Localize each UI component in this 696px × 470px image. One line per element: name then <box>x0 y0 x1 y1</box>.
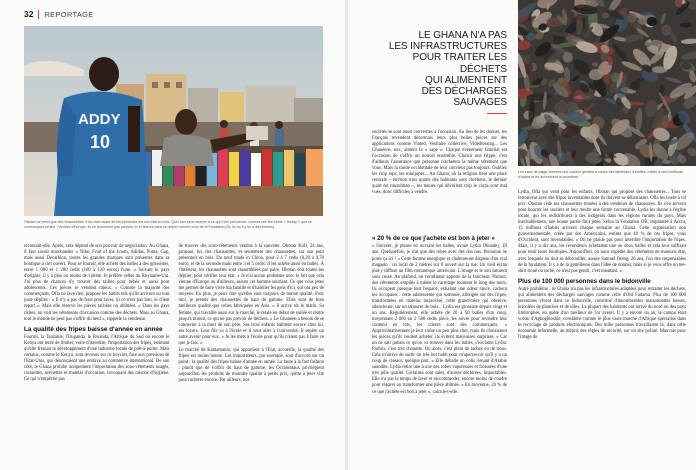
right-column-1-bottom <box>372 232 507 396</box>
paragraph: « Souvent, je pleure en ouvrant les balles, avoue Lydia Obuadey, 49 ans. Quelquefois, je n'ai que des robes avec des dos nus. Personne ne porte ça ici ! » Cette femme énergique et chaleureuse dispose d'un vrai magasin : un local de 2 mètres sur 8 ouvert sur la rue. Un vieil écran plat y diffuse un film romantique américain. L'image et le son saturent sous cesse. Au plafond, un ventilateur apporte de la fraîcheur. Partout, des vêtements empilés à même le carrelage montent le long des murs. Ils occupent presque tout l'espace, exhalant une odeur rance, cachent les occupants : cette adolescente qui somnole, allongée sur des fripes, transformées en matelas improvisé, cette grand-mère qui observe, silencieuse, sur un tabouret de bois... Lydia est grossiste depuis vingt et un ans. Régulièrement, elle achète de 20 à 50 balles d'un coup, moyennant 2 000 ou 2 500 cedis pièce, les ouvre pour revendre leur contenu en lots, les clients sont des commerçants. « Approximativement je leur coûte un peu plus cher, mais ils choisissent les pièces qu'ils veulent acheter, ils évitent mauvaises surprises. » Car on ne sait jamais ce qu'on va trouver dans les balles, s'exclame Lydia. Parfois, c'est très chouette. Ou alors, c'est plein de taches ou de trous. Cela m'arrive de sortir un très bel habit pour m'apercevoir qu'il y a un coup de ciseaux quelque part. » Elle déballe un colis venant d'Arabie saoudite. Lydia retire une à une des robes vaporeuses et froissées d'une très jolie qualité. Certaines sont sales, d'autres déchirées, importables. Elle n'a pas le temps de laver et raccommoder, encore moins de coudre pour réparer ou transformer une pièce abîmée. « En moyenne, 20 % de ce que j'achète est bon à jeter », calcule-t-elle. <box>372 244 507 395</box>
paragraph: sociétés se sont aussi converties à l'occasion. Au lieu de les donner, les Français revendent désormais leurs plus belles pièces sur des applications comme Vinted, Vestiaire collective, Videdressing... Les Ghanéens, eux, aiment la « sape ». Chaque événement familial est l'occasion de s'offrir un nouvel ensemble. Choisir une frippe, c'est d'ailleurs l'assurance que personne n'achètera la même vêtement que vous. Mais la mode occidentale ne leur convient pas toujours. Oubliez les crop tops, les minijupes... Au Ghana, où la religion tient une place centrale – environ trois quarts des habitants sont chrétiens, le dernier quart est musulman –, les tenues qui dévoilent trop le corps sont mal vues, donc difficiles à vendre. <box>372 130 507 196</box>
folio <box>24 9 94 19</box>
pull-quote-headline <box>372 30 507 108</box>
paragraph: Autre problème : le Ghana n'a pas les infrastructures adaptées pour retraiter les déchets, qui alimentent des décharges sauvages comme celle d'Old Fadama. Plus de 100 000 personnes vivent dans ce bidonville, constitué d'innombrables maisonnettes basses, bricolées de planches et de tôles. La plupart des habitants ont arrivé du nord ou des pays limitrophes, en quête d'un meilleur de l'or avenir. Il y a encore un an, le campo était voisin d'Agbogbloshie, considéré comme le plus vaste marché d'Afrique spécialisé dans le recyclage de produits électroniques. Des mille personnes travaillaient là, dans cette économie informelle, au mépris des règles de sécurité, sur un site pollué. Mauvais pour l'image du <box>518 287 686 341</box>
left-column-2 <box>179 244 325 385</box>
paragraph: Lydia, Ofla qui vend pour les enfants, Obotan qui propose des chaussettes... Tous se retrouvent avec des fripes invendables dont ils doivent se débarrasser. Ofla les brade à vil prix. Obotan cède ses chaussettes trouées à des vendeurs de chaussures. Ils s'en servent pour bourrer les souliers et leur rendre une forme convenable. Lydia les donne à l'église locale, qui les redistribuera à des indigents dans les régions rurales du pays. Mais inévitablement, une bonne partie finit jetée. Selon la Fondation OR, implantée à Accra, 15 millions d'habits arrivent chaque semaine au Ghana. Cette organisation non gouvernementale, créée par des Américains, estime que 40 % de ces fripes, vous d'Occident, sont invendables. « On ne plaide pas pour interdire l'importation de fripes. Mais, il y a dix ans, les revendeurs achetaient une ou deux balles et cela leur suffisait pour tenir leurs boutiques. Aujourd'hui, on nous expédie des vêtements en mauvais état, avec lesquels on doit se débrouiller, assure Samuel Oteng, 26 ans, l'un des responsables de la fondation. Il y a de la gentillesse dans l'idée de donner, mais si je vous offre un tee-shirt troué ou taché, ce n'est pas gentil, c'est insultant. » <box>518 190 686 274</box>
left-column-1 <box>24 244 170 385</box>
right-column-2-text <box>518 190 686 341</box>
right-column-1-text <box>372 235 507 396</box>
paragraph: de trouver des sous-vêtements vendus à la sauvette. Obotan Kofi, 24 ans, propose, lui, des chaussettes, et seulement des chaussettes, sur son petit présentoir en bois. Du neuf made in China, pour 2 à 7 cedis (0,20 à 0,70 euro), et de la seconde main entre 3 et 5 cedis. Il les achète aussi en balles. À l'intérieur, les chaussettes sont rassemblées par paire. Obotan doit toutes les déplier, pour vérifier leur état. « Je n'ai aucun problème avec le fait que cela vienne d'Europe ou d'ailleurs, assure cet homme souriant. Ce que vous jetez me permet de faire vivre ma famille et d'habiller les gens d'ici, qui ont peu de moyens. En plus, je peux dire qu'elles sont toujours de bonne qualité. Pour moi, je prends des chaussettes de haut de gamme. Elles sont de bien meilleure qualité que celles fabriquées en Asie. » Il arrive tôt le matin. Sa femme, qui travaille aussi sur le marché, le relaie en début de soirée et rentre jusqu'à minuit, ce qui ne pas prévoir de déchets. « Le Ghanéen a besoin de se connecter à la mort de son père. Ses trois enfants habitent encore chez lui, ses loyers. Leur fils va à l'école et il veut aller à l'université. Il espère un autre avenir pour eux. » Je les mets à l'école pour qu'ils n'aient pas à faire ce que je fais. » <box>178 244 324 346</box>
dump-photo <box>518 0 696 166</box>
subheading: « 20 % de ce que j'achète est bon à jeter » <box>372 235 495 242</box>
paragraph: Le marché de Kantamanto, qui appartient à l'Etat, accueille, la qualité des fripes est moins bonne. Les importateurs, par exemple, sont d'accord sur un point : la qualité des fripes baisse d'année en année. La faute à la fast fashion : plutôt que de s'offrir du haut de gamme, les Occidentaux privilégient aujourd'hui les produits de moindre qualité à petits prix, quitte à jeter vite pour racheter encore. Par ailleurs, nos <box>178 347 324 384</box>
headline-text: LE GHANA N'A PAS LES INFRASTRUCTURES POUR TRAITER LES DÉCHETS QUI ALIMENTENT DES DÉCHARGES SAUVAGES <box>388 30 507 109</box>
left-body-columns <box>24 244 324 385</box>
photo-caption-right: Les eaux de plage donnent une couleur grisâtre à cause des lambeaux d'étoffes, mêlés à une multitude d'objets et en accentuent la pourriture. <box>518 170 683 179</box>
photo-caption-left: Obotan ne vend que des chaussettes. Il les lave avant de les présenter sur son étal en bois. Quel sort sera réservé à ce qui n'est pas vendu, comme ces tee-shirts « Daddy » que ce commerçant exhibe ? Arrivés d'Europe, ils ne trouveront pas preneur ici et finiront dans un dépôt comme ceux de la Fondation (Or, ils ou il y en a des tonnes) <box>24 220 312 229</box>
svg-text:10: 10 <box>90 132 111 152</box>
paragraph: Fourmi, la Tanzanie, l'Ouganda, le Rwanda, l'Afrique du Sud ou encore le Kenya ont tenté de limiter, voire d'interdire, l'importation des fripes, estimant qu'elle freinait le développement d'une industrie locale de prêt-à-porter. Mais certains, comme le Kenya, sont revenus sur ce boycott, face aux pressions de l'Etat-Unis, qui dénonçaient une entrave au commerce international. De son côté, le Ghana prohibe uniquement l'importation des sous-vêtements usagés, cuissettes, serviettes et matelas d'occasion, invoquant des raisons d'hygiène. Ce qui n'empêche pas <box>24 335 170 383</box>
right-column-2 <box>518 190 686 341</box>
left-page <box>0 0 345 470</box>
folio-divider <box>38 10 39 19</box>
subheading: La qualité des fripes baisse d'année en année <box>24 325 163 333</box>
svg-text:ADDY: ADDY <box>78 111 121 128</box>
section-label: REPORTAGE <box>44 9 94 19</box>
paragraph: reconnaît-elle. Après, cela dépend de son pouvoir de négociation. Au Ghana, il faut savoir marchander. » Nike, Fruit of the Loom, Adidas, Puma, Gap, mais aussi Decathlon, toutes les grandes marques sont présentes dans sa boutique à ciel ouvert. Pour se fournir, elle achète des balles à des grossistes, entre 1 000 et 1 200 cedis (100 à 120 euros) l'une. « Suivant le pays d'origine, il y a plus ou moins de variété. Je préfère celles du Royaume-Uni. J'ai plus de chances d'y trouver des tailles pour bébés et aussi pour adolescents. Ces pièces se vendent mieux. » Comme la majorité des commerçants, Ofla ne lave rien, propose les habits tels qu'ils arrivent ou tout juste dépliés : « Il n'y a pas de frais pour laver. Si ce n'est pas bon, le client repart ». Mais elle réserve les pièces tachées ou abîmées. « Dans les pays riches, on voit les vêtements d'occasion comme des déchets. Mais au Ghana, tout le monde ne peut pas s'offrir du neuf », rappelle la vendeuse. <box>24 244 170 322</box>
headline-accent-rule <box>487 113 507 114</box>
market-photo <box>24 26 323 216</box>
subheading: Plus de 100 000 personnes dans le bidonville <box>518 277 651 285</box>
right-column-1-top <box>372 130 507 197</box>
page-number: 32 <box>24 9 34 19</box>
